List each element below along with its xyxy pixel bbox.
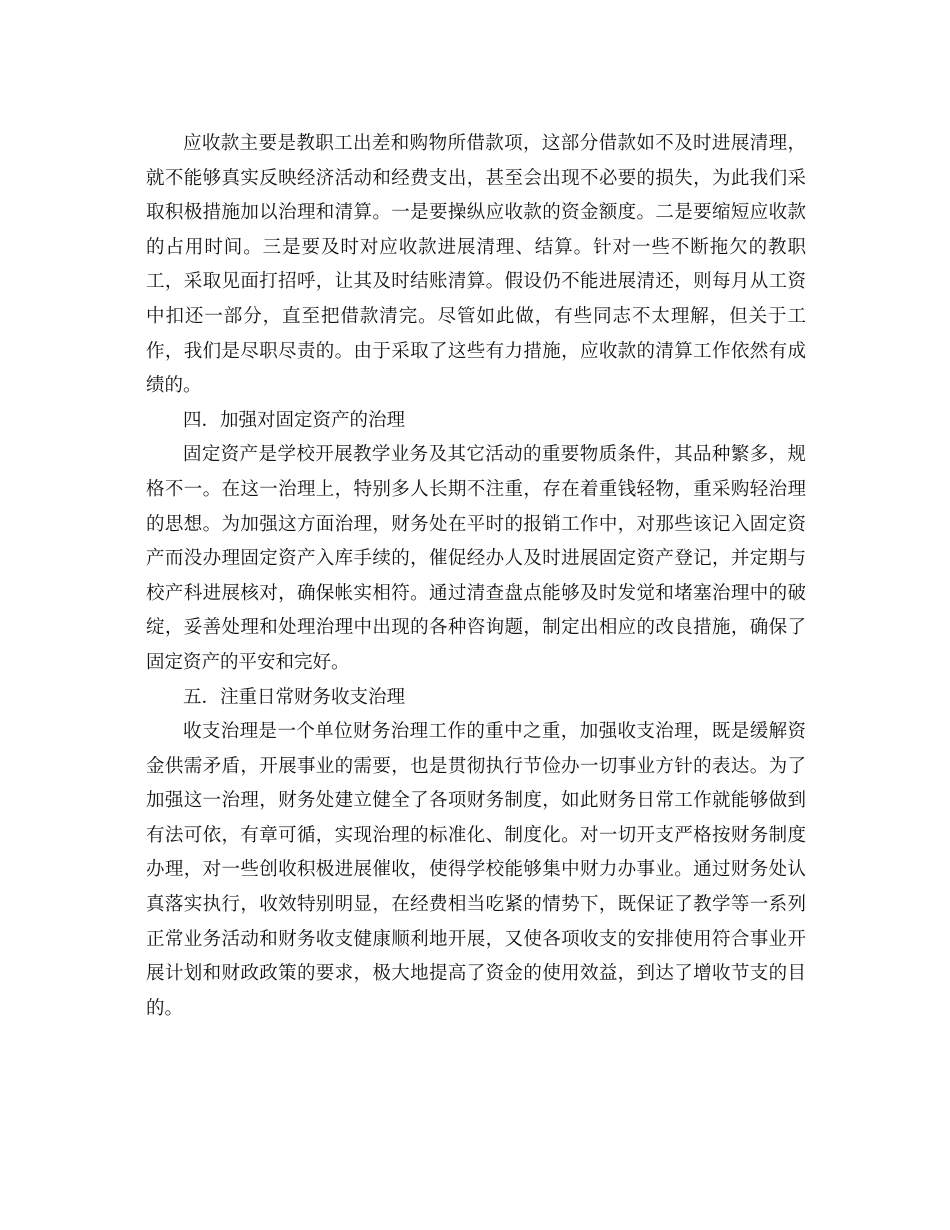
section-heading-daily-finance: 五．注重日常财务收支治理 [183, 686, 406, 708]
paragraph-fixed-assets: 固定资产是学校开展教学业务及其它活动的重要物质条件，其品种繁多，规格不一。在这一治理上，特别多人长期不注重，存在着重钱轻物，重采购轻治理的思想。为加强这方面治理，财务处在平时的报销工作中，对那些该记入固定资产而没办理固定资产入库手续的，催促经办人及时进展固定资产登记，并定期与校产科进展核对，确保帐实相符。通过清查盘点能够及时发觉和堵塞治理中的破绽，妥善处理和处理治理中出现的各种咨询题，制定出相应的改良措施，确保了固定资产的平安和完好。 [146, 444, 806, 673]
paragraph-receivables: 应收款主要是教职工出差和购物所借款项，这部分借款如不及时进展清理，就不能够真实反映经济活动和经费支出，甚至会出现不必要的损失，为此我们采取积极措施加以治理和清算。一是要操纵应收款的资金额度。二是要缩短应收款的占用时间。三是要及时对应收款进展清理、结算。针对一些不断拖欠的教职工，采取见面打招呼，让其及时结账清算。假设仍不能进展清还，则每月从工资中扣还一部分，直至把借款清完。尽管如此做，有些同志不太理解，但关于工作，我们是尽职尽责的。由于采取了这些有力措施，应收款的清算工作依然有成绩的。 [146, 133, 806, 397]
document-body [146, 127, 806, 1026]
section-heading-fixed-assets: 四．加强对固定资产的治理 [183, 409, 406, 431]
paragraph-daily-finance: 收支治理是一个单位财务治理工作的重中之重，加强收支治理，既是缓解资金供需矛盾，开展事业的需要，也是贯彻执行节俭办一切事业方针的表达。为了加强这一治理，财务处建立健全了各项财务制度，如此财务日常工作就能够做到有法可依，有章可循，实现治理的标准化、制度化。对一切开支严格按财务制度办理，对一些创收积极进展催收，使得学校能够集中财力办事业。通过财务处认真落实执行，收效特别明显，在经费相当吃紧的情势下，既保证了教学等一系列正常业务活动和财务收支健康顺利地开展，又使各项收支的安排使用符合事业开展计划和财政政策的要求，极大地提高了资金的使用效益，到达了增收节支的目的。 [146, 721, 806, 1019]
